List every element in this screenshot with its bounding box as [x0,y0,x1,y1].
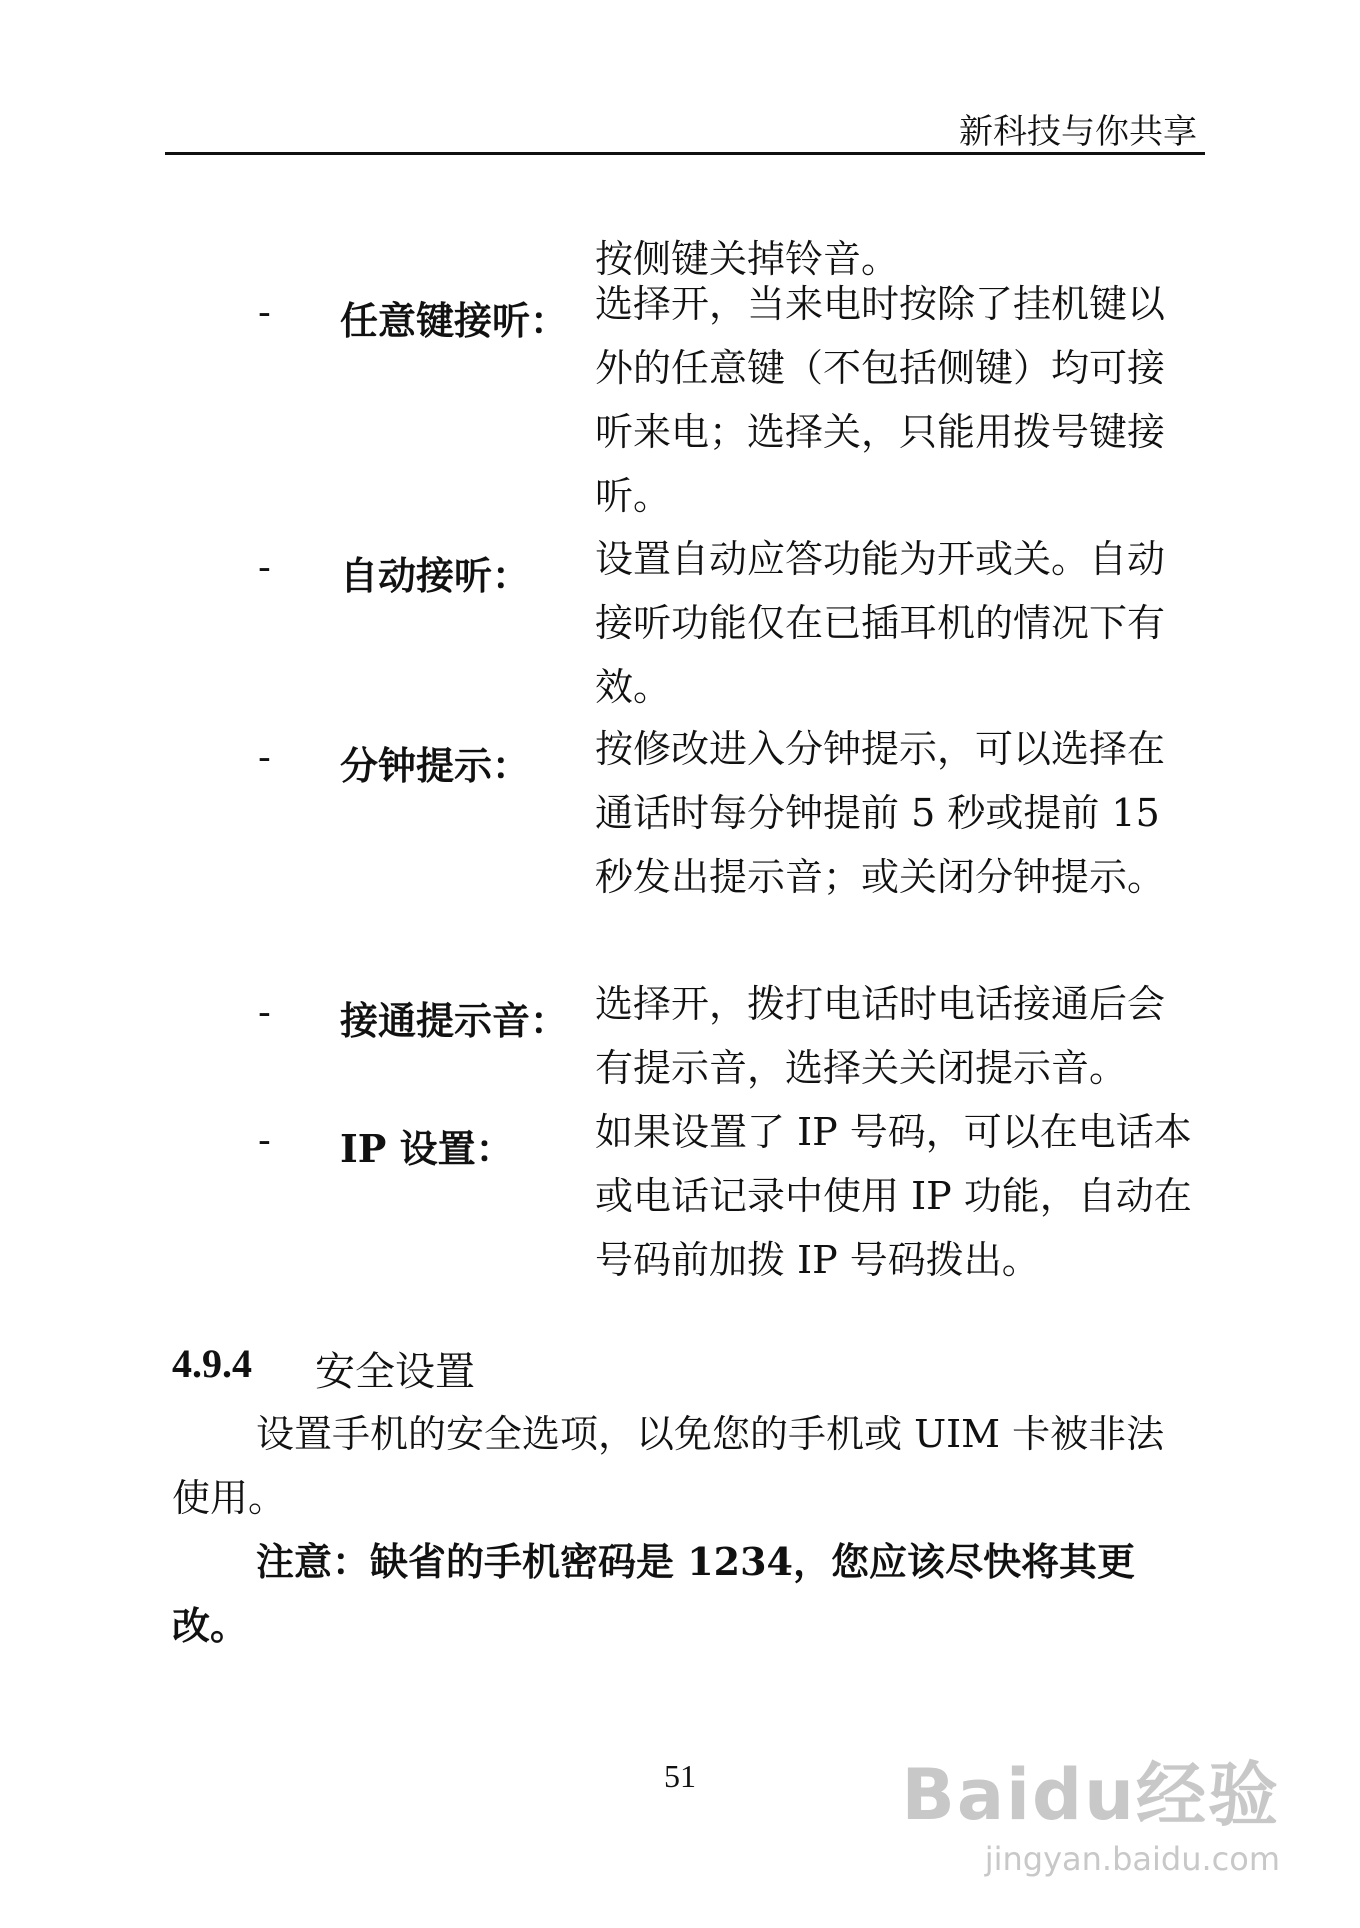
continued-description: 按侧键关掉铃音。 [595,237,900,281]
page-header [165,92,1205,155]
item-label: IP 设置： [340,1126,514,1171]
body-paragraph: 设置手机的安全选项，以免您的手机或 UIM 卡被非法使用。 [172,1412,1165,1520]
watermark-url: jingyan.baidu.com [984,1840,1280,1878]
watermark-logo: Baidu经验 [901,1754,1280,1836]
list-dash: - [258,1118,271,1162]
list-dash: - [258,290,271,334]
item-description: 设置自动应答功能为开或关。自动接听功能仅在已插耳机的情况下有效。 [595,537,1166,709]
note-paragraph: 注意：缺省的手机密码是 1234，您应该尽快将其更改。 [172,1539,1135,1648]
watermark [901,1739,1280,1878]
list-dash: - [258,545,271,589]
page-number: 51 [664,1758,696,1794]
list-dash: - [258,990,271,1034]
header-text: 新科技与你共享 [959,112,1197,152]
list-dash: - [258,735,271,779]
item-description: 选择开，当来电时按除了挂机键以外的任意键（不包括侧键）均可接听来电；选择关，只能用拨号键接听。 [595,282,1166,518]
item-description: 如果设置了 IP 号码，可以在电话本或电话记录中使用 IP 功能，自动在号码前加拨 IP 号码拨出。 [595,1110,1192,1282]
item-description: 选择开，拨打电话时电话接通后会有提示音，选择关关闭提示音。 [595,982,1166,1090]
section-number: 4.9.4 [172,1341,252,1386]
item-description: 按修改进入分钟提示，可以选择在通话时每分钟提前 5 秒或提前 15 秒发出提示音；或关闭分钟提示。 [595,727,1166,899]
item-label: 接通提示音： [340,998,569,1043]
item-label: 分钟提示： [340,743,531,788]
item-label: 自动接听： [340,553,531,598]
section-title: 安全设置 [315,1349,475,1395]
item-label: 任意键接听： [340,298,569,343]
